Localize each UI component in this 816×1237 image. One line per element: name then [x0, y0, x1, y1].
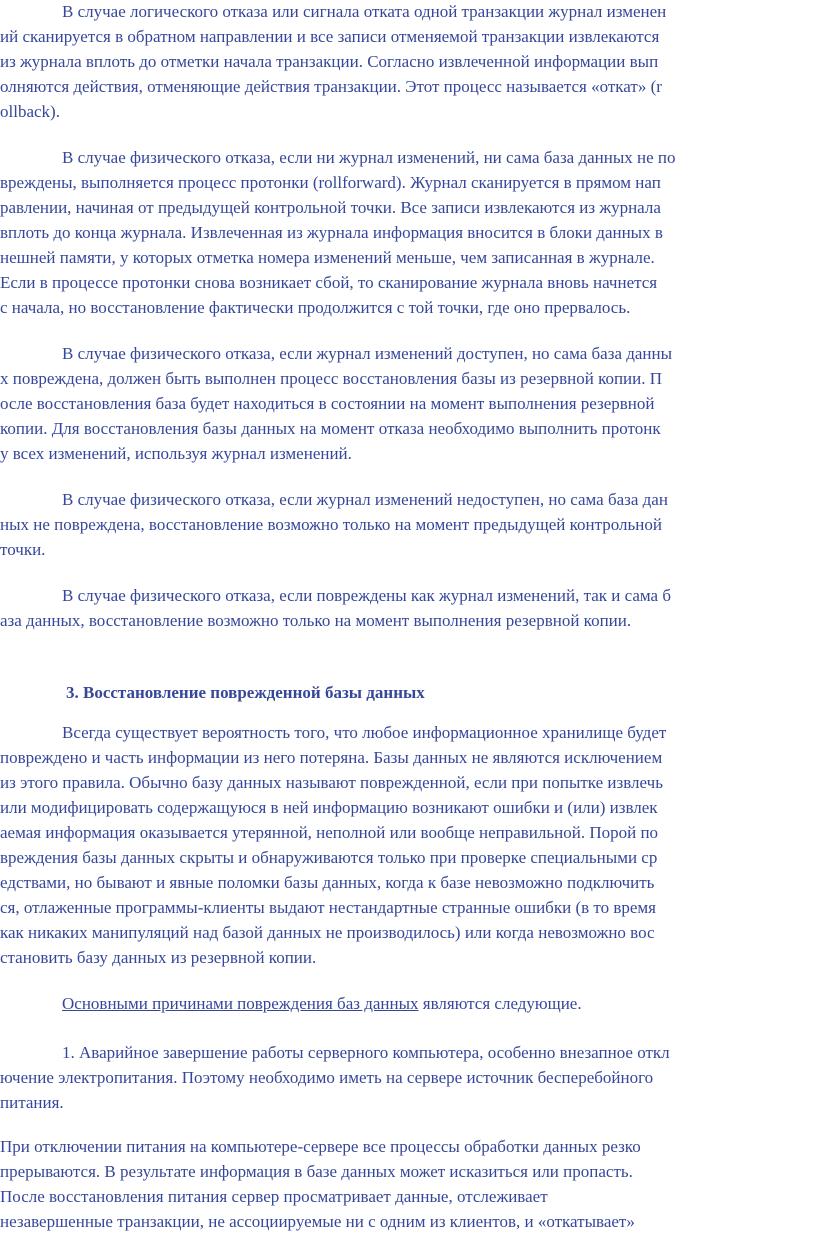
text-line: вплоть до конца журнала. Извлеченная из журнала информация вносится в блоки данных в [0, 223, 663, 242]
text-line: равлении, начиная от предыдущей контрольной точки. Все записи извлекаются из журнала [0, 198, 661, 217]
text-line: В случае физического отказа, если ни журнал изменений, ни сама база данных не по [62, 148, 676, 167]
text-line: или модифицировать содержащуюся в ней информацию возникают ошибки и (или) извлек [0, 798, 658, 817]
text-line: едствами, но бывают и явные поломки базы данных, когда к базе невозможно подключить [0, 873, 655, 892]
text-line: ollback). [0, 102, 60, 121]
text-line: питания. [0, 1093, 64, 1112]
text-line: аза данных, восстановление возможно только на момент выполнения резервной копии. [0, 611, 632, 630]
text-line: Всегда существует вероятность того, что любое информационное хранилище будет [62, 723, 667, 742]
text-line: у всех изменений, используя журнал изменений. [0, 444, 352, 463]
text-line: точки. [0, 540, 46, 559]
text-line: из этого правила. Обычно базу данных называют поврежденной, если при попытке извлечь [0, 773, 663, 792]
text-line: В случае физического отказа, если журнал изменений недоступен, но сама база дан [62, 490, 668, 509]
text-line: В случае физического отказа, если журнал изменений доступен, но сама база данны [62, 344, 673, 363]
text-line: становить базу данных из резервной копии. [0, 948, 317, 967]
text-line: осле восстановления база будет находиться в состоянии на момент выполнения резервной [0, 394, 655, 413]
text-line: вреждены, выполняется процесс протонки (rollforward). Журнал сканируется в прямом нап [0, 173, 661, 192]
text-line: прерываются. В результате информация в базе данных может исказиться или пропасть. [0, 1162, 633, 1181]
text-line: ся, отлаженные программы-клиенты выдают нестандартные странные ошибки (в то время [0, 898, 656, 917]
text-line: нешней памяти, у которых отметка номера изменений меньше, чем записанная в журнале. [0, 248, 655, 267]
causes-intro-rest: являются следующие. [418, 994, 582, 1013]
causes-intro [62, 994, 582, 1014]
text-line: 1. Аварийное завершение работы серверного компьютера, особенно внезапное откл [62, 1043, 670, 1062]
causes-intro-underlined: Основными причинами повреждения баз данных [62, 994, 419, 1013]
text-line: После восстановления питания сервер просматривает данные, отслеживает [0, 1187, 548, 1206]
text-line: из журнала вплоть до отметки начала транзакции. Согласно извлеченной информации вып [0, 52, 659, 71]
text-line: аемая информация оказывается утерянной, неполной или вообще неправильной. Порой по [0, 823, 659, 842]
text-line: х повреждена, должен быть выполнен процесс восстановления базы из резервной копии. П [0, 369, 663, 388]
text-line: олняются действия, отменяющие действия транзакции. Этот процесс называется «откат» (r [0, 77, 662, 96]
text-line: ючение электропитания. Поэтому необходимо иметь на сервере источник бесперебойного [0, 1068, 654, 1087]
text-line: ий сканируется в обратном направлении и все записи отменяемой транзакции извлекаются [0, 27, 660, 46]
text-line: повреждено и часть информации из него потеряна. Базы данных не являются исключением [0, 748, 663, 767]
section-heading: 3. Восстановление поврежденной базы данных [66, 683, 425, 702]
text-line: вреждения базы данных скрыты и обнаруживаются только при проверке специальными ср [0, 848, 658, 867]
text-line: как никаких манипуляций над базой данных не производилось) или когда невозможно вос [0, 923, 655, 942]
text-line: В случае физического отказа, если повреждены как журнал изменений, так и сама б [62, 586, 671, 605]
text-line: При отключении питания на компьютере-сервере все процессы обработки данных резко [0, 1137, 641, 1156]
text-line: ных не повреждена, восстановление возможно только на момент предыдущей контрольной [0, 515, 662, 534]
text-line: с начала, но восстановление фактически продолжится с той точки, где оно прервалось. [0, 298, 631, 317]
text-line: В случае логического отказа или сигнала отката одной транзакции журнал изменен [62, 2, 667, 21]
text-line: копии. Для восстановления базы данных на момент отказа необходимо выполнить протонк [0, 419, 661, 438]
text-line: Если в процессе протонки снова возникает сбой, то сканирование журнала вновь начнется [0, 273, 658, 292]
text-line: незавершенные транзакции, не ассоциируемые ни с одним из клиентов, и «откатывает» [0, 1212, 635, 1231]
